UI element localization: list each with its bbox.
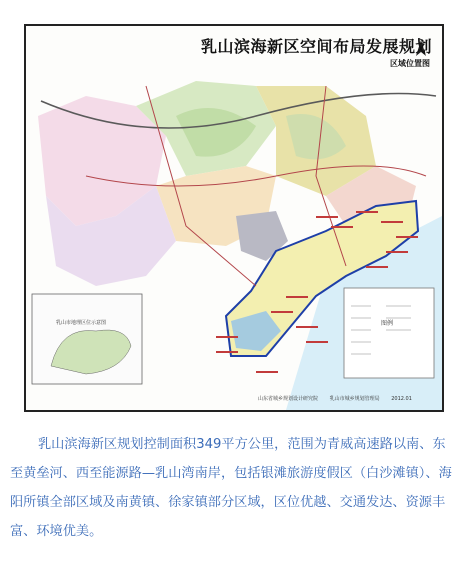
map-title: 乳山滨海新区空间布局发展规划 bbox=[200, 37, 432, 56]
credit-date: 2012.01 bbox=[391, 396, 412, 402]
credit-institute: 山东省城乡规划设计研究院 bbox=[258, 396, 319, 402]
inset-map-title: 乳山市地理区位示意图 bbox=[56, 320, 107, 326]
description-paragraph: 乳山滨海新区规划控制面积349平方公里，范围为青威高速路以南、东至黄垒河、西至能源路—乳山湾南岸，包括银滩旅游度假区（白沙滩镇）、海阳所镇全部区域及南黄镇、徐家镇部分区域，区位优越、交通发达、资源丰富、环境优美。 bbox=[10, 437, 452, 539]
map-frame bbox=[24, 24, 444, 412]
map-subtitle: 区域位置图 bbox=[390, 59, 430, 68]
map-credits bbox=[258, 395, 422, 402]
regional-map bbox=[26, 26, 442, 410]
legend-box bbox=[344, 288, 434, 378]
credit-bureau: 乳山市城乡规划管理局 bbox=[329, 396, 380, 402]
legend-title: 图例 bbox=[381, 320, 394, 327]
